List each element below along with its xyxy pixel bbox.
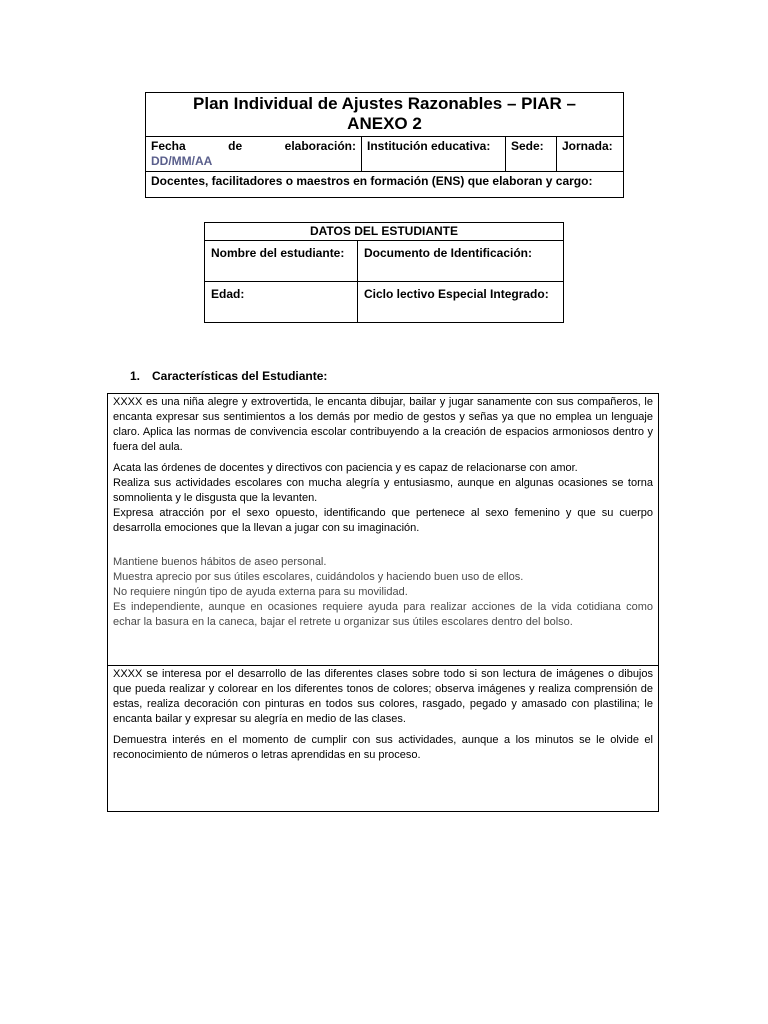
docentes-label: Docentes, facilitadores o maestros en formación (ENS) que elaboran y cargo: xyxy=(146,172,624,198)
section-title: Características del Estudiante: xyxy=(152,369,328,383)
paragraph: Es independiente, aunque en ocasiones requiere ayuda para realizar acciones de la vida cotidiana como echar la basura en la caneca, bajar el retrete u organizar sus útiles escolares dentro del bolso. xyxy=(113,601,653,628)
characteristics-box-1 xyxy=(107,393,659,665)
paragraph: Expresa atracción por el sexo opuesto, identificando que pertenece al sexo femenino y que su cuerpo desarrolla emociones que la llevan a jugar con su imaginación. xyxy=(113,507,653,534)
fecha-value: DD/MM/AA xyxy=(151,154,213,168)
paragraph: Mantiene buenos hábitos de aseo personal. xyxy=(113,556,327,568)
paragraph: No requiere ningún tipo de ayuda externa para su movilidad. xyxy=(113,586,408,598)
fecha-word-3: elaboración: xyxy=(284,139,356,153)
characteristics-box-2 xyxy=(107,665,659,812)
paragraph: XXXX es una niña alegre y extrovertida, le encanta dibujar, bailar y jugar sanamente con sus compañeros, le encanta expresar sus sentimientos a los demás por medio de gestos y señas ya que no emplea un lenguaje claro. Aplica las normas de convivencia escolar contribuyendo a la creación de espacios armoniosos dentro y fuera del aula. xyxy=(113,396,653,453)
jornada-label: Jornada: xyxy=(557,137,624,172)
header-table xyxy=(145,92,624,198)
nombre-label: Nombre del estudiante: xyxy=(205,241,358,282)
edad-label: Edad: xyxy=(205,282,358,323)
title-line-1: Plan Individual de Ajustes Razonables – PIAR – xyxy=(193,94,576,113)
paragraph: Realiza sus actividades escolares con mucha alegría y entusiasmo, aunque en algunas ocasiones se torna somnolienta y le disgusta que la levanten. xyxy=(113,477,653,504)
section-heading xyxy=(130,369,327,384)
title-line-2: ANEXO 2 xyxy=(347,114,422,133)
student-data-table xyxy=(204,222,564,323)
fecha-cell xyxy=(146,137,362,172)
paragraph: Demuestra interés en el momento de cumplir con sus actividades, aunque a los minutos se le olvide el reconocimiento de números o letras aprendidas en su proceso. xyxy=(113,734,653,761)
sede-label: Sede: xyxy=(506,137,557,172)
ciclo-label: Ciclo lectivo Especial Integrado: xyxy=(358,282,564,323)
section-number: 1. xyxy=(130,369,141,383)
paragraph: XXXX se interesa por el desarrollo de las diferentes clases sobre todo si son lectura de imágenes o dibujos que pueda realizar y colorear en los diferentes tonos de colores; observa imágenes y realiza comprensión de estas, realiza decoración con pinturas en todos sus colores, rasgado, pegado y amasado con plastilina; le encanta bailar y expresar su alegría en medio de las clases. xyxy=(113,668,653,725)
fecha-word-2: de xyxy=(228,139,243,153)
institucion-label: Institución educativa: xyxy=(362,137,506,172)
document-title xyxy=(146,93,624,137)
documento-label: Documento de Identificación: xyxy=(358,241,564,282)
student-data-heading: DATOS DEL ESTUDIANTE xyxy=(205,223,564,241)
paragraph: Acata las órdenes de docentes y directivos con paciencia y es capaz de relacionarse con amor. xyxy=(113,462,578,474)
paragraph: Muestra aprecio por sus útiles escolares, cuidándolos y haciendo buen uso de ellos. xyxy=(113,571,524,583)
fecha-word-1: Fecha xyxy=(151,139,186,153)
